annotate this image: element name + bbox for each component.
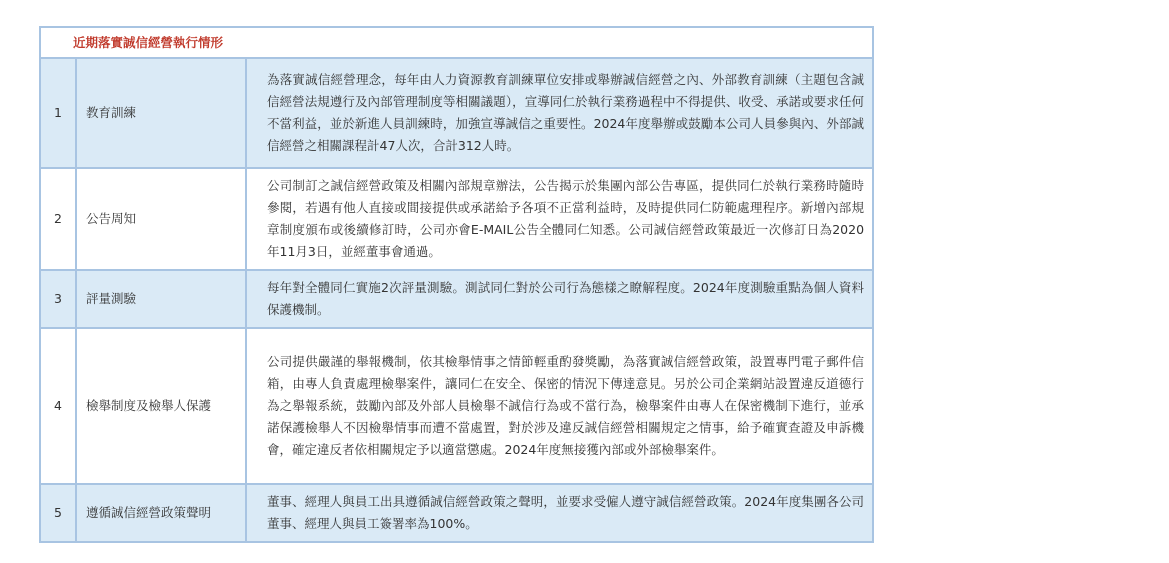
row-description: 公司制訂之誠信經營政策及相關內部規章辦法，公告揭示於集團內部公告專區，提供同仁於執行業務時隨時參閱，若遇有他人直接或間接提供或承諾給予各項不正當利益時，及時提供同仁防範處理程序。新增內部規章制度頒布或後續修訂時，公司亦會E-MAIL公告全體同仁知悉。公司誠信經營政策最近一次修訂日為2020年11月3日，並經董事會通過。 bbox=[246, 168, 873, 270]
table-title: 近期落實誠信經營執行情形 bbox=[40, 27, 873, 58]
row-number: 5 bbox=[40, 484, 76, 542]
table-row bbox=[40, 168, 873, 270]
row-item: 公告周知 bbox=[76, 168, 246, 270]
table-row bbox=[40, 270, 873, 328]
row-item: 教育訓練 bbox=[76, 58, 246, 168]
table-row bbox=[40, 328, 873, 484]
table-row bbox=[40, 484, 873, 542]
row-number: 2 bbox=[40, 168, 76, 270]
row-item: 遵循誠信經營政策聲明 bbox=[76, 484, 246, 542]
row-description: 公司提供嚴謹的舉報機制，依其檢舉情事之情節輕重酌發獎勵，為落實誠信經營政策，設置專門電子郵件信箱，由專人負責處理檢舉案件，讓同仁在安全、保密的情況下傳達意見。另於公司企業網站設置違反道德行為之舉報系統，鼓勵內部及外部人員檢舉不誠信行為或不當行為，檢舉案件由專人在保密機制下進行，並承諾保護檢舉人不因檢舉情事而遭不當處置，對於涉及違反誠信經營相關規定之情事，給予確實查證及申訴機會，確定違反者依相關規定予以適當懲處。2024年度無接獲內部或外部檢舉案件。 bbox=[246, 328, 873, 484]
row-item: 評量測驗 bbox=[76, 270, 246, 328]
integrity-table-container bbox=[39, 26, 872, 543]
row-number: 1 bbox=[40, 58, 76, 168]
table-row bbox=[40, 58, 873, 168]
row-number: 3 bbox=[40, 270, 76, 328]
row-description: 為落實誠信經營理念，每年由人力資源教育訓練單位安排或舉辦誠信經營之內、外部教育訓練（主題包含誠信經營法規遵行及內部管理制度等相關議題），宣導同仁於執行業務過程中不得提供、收受、承諾或要求任何不當利益，並於新進人員訓練時，加強宣導誠信之重要性。2024年度舉辦或鼓勵本公司人員參與內、外部誠信經營之相關課程計47人次，合計312人時。 bbox=[246, 58, 873, 168]
integrity-implementation-table bbox=[39, 26, 874, 543]
row-number: 4 bbox=[40, 328, 76, 484]
row-item: 檢舉制度及檢舉人保護 bbox=[76, 328, 246, 484]
row-description: 每年對全體同仁實施2次評量測驗。測試同仁對於公司行為態樣之瞭解程度。2024年度測驗重點為個人資料保護機制。 bbox=[246, 270, 873, 328]
table-title-row bbox=[40, 27, 873, 58]
row-description: 董事、經理人與員工出具遵循誠信經營政策之聲明，並要求受僱人遵守誠信經營政策。2024年度集團各公司董事、經理人與員工簽署率為100%。 bbox=[246, 484, 873, 542]
